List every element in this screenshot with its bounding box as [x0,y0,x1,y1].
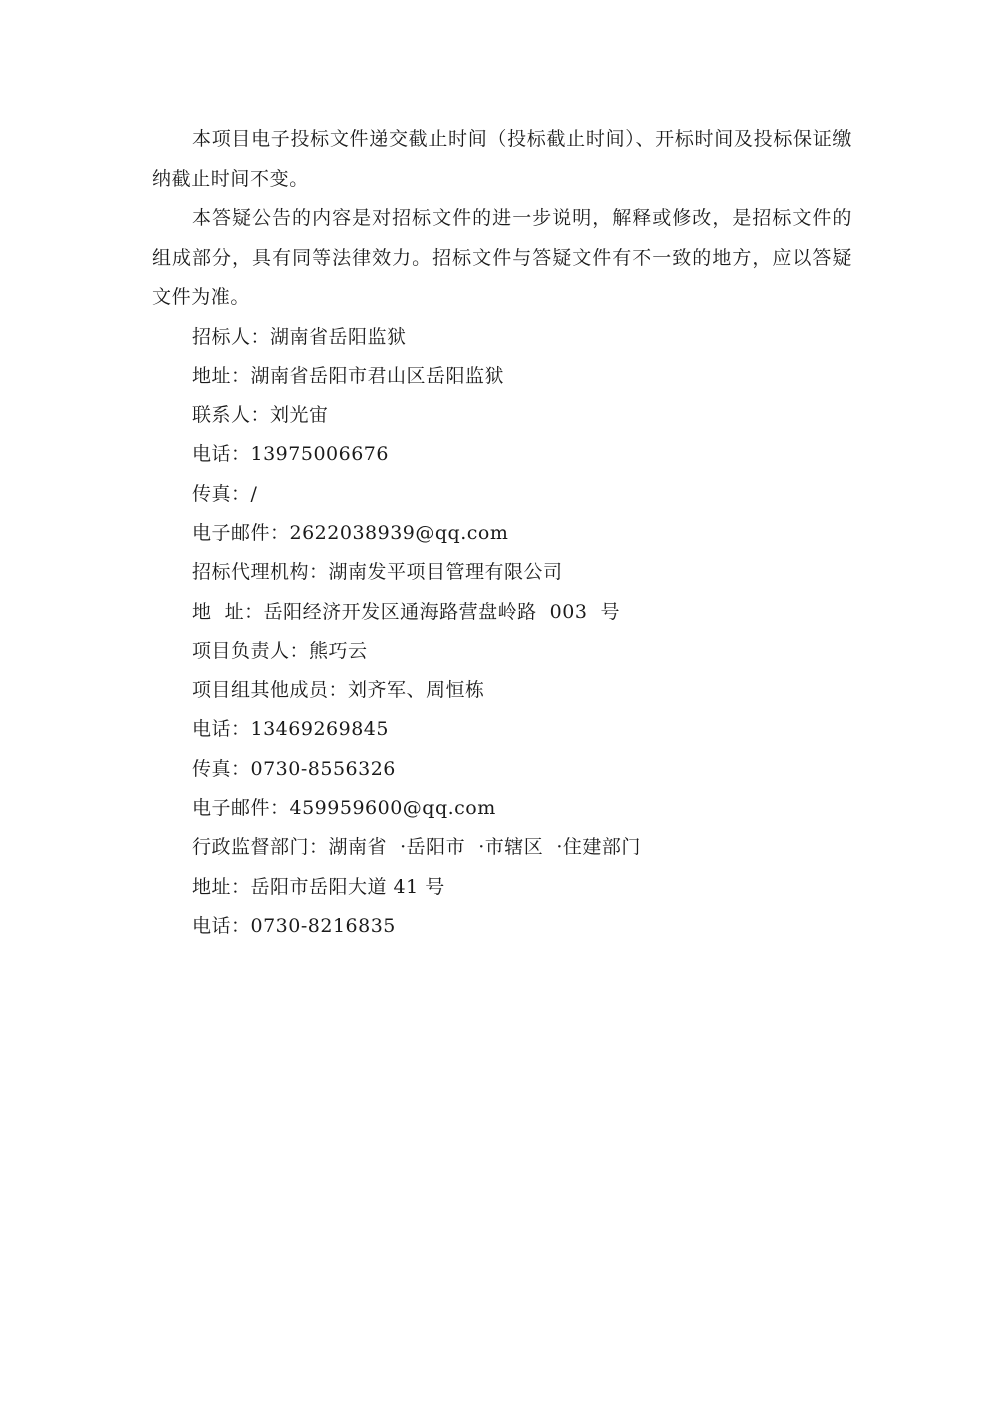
agency-team-members-line: 项目组其他成员：刘齐军、周恒栋 [192,679,485,702]
tenderer-contact-line: 联系人：刘光宙 [192,404,329,427]
agency-name-line: 招标代理机构：湖南发平项目管理有限公司 [192,561,563,584]
supervision-address-line: 地址：岳阳市岳阳大道 41 号 [192,875,445,898]
supervision-dept-line: 行政监督部门：湖南省 ·岳阳市 ·市辖区 ·住建部门 [192,836,641,859]
agency-email-line: 电子邮件：459959600@qq.com [192,797,496,820]
document-body [152,120,852,946]
notice-paragraph-legal-effect: 本答疑公告的内容是对招标文件的进一步说明，解释或修改，是招标文件的组成部分，具有同等法律效力。招标文件与答疑文件有不一致的地方，应以答疑文件为准。 [152,207,852,308]
agency-fax-line: 传真：0730-8556326 [192,757,396,780]
agency-phone-line: 电话：13469269845 [192,718,389,741]
tenderer-phone-line: 电话：13975006676 [192,443,389,466]
agency-project-lead-line: 项目负责人：熊巧云 [192,639,368,662]
notice-paragraph-deadline: 本项目电子投标文件递交截止时间（投标截止时间）、开标时间及投标保证缴纳截止时间不变。 [152,128,852,190]
tenderer-address-line: 地址：湖南省岳阳市君山区岳阳监狱 [192,364,505,387]
supervision-phone-line: 电话：0730-8216835 [192,914,396,937]
tenderer-line: 招标人：湖南省岳阳监狱 [192,325,407,348]
tenderer-fax-line: 传真：/ [192,482,258,505]
tenderer-email-line: 电子邮件：2622038939@qq.com [192,521,509,544]
agency-address-line: 地 址：岳阳经济开发区通海路营盘岭路 003 号 [192,600,621,623]
